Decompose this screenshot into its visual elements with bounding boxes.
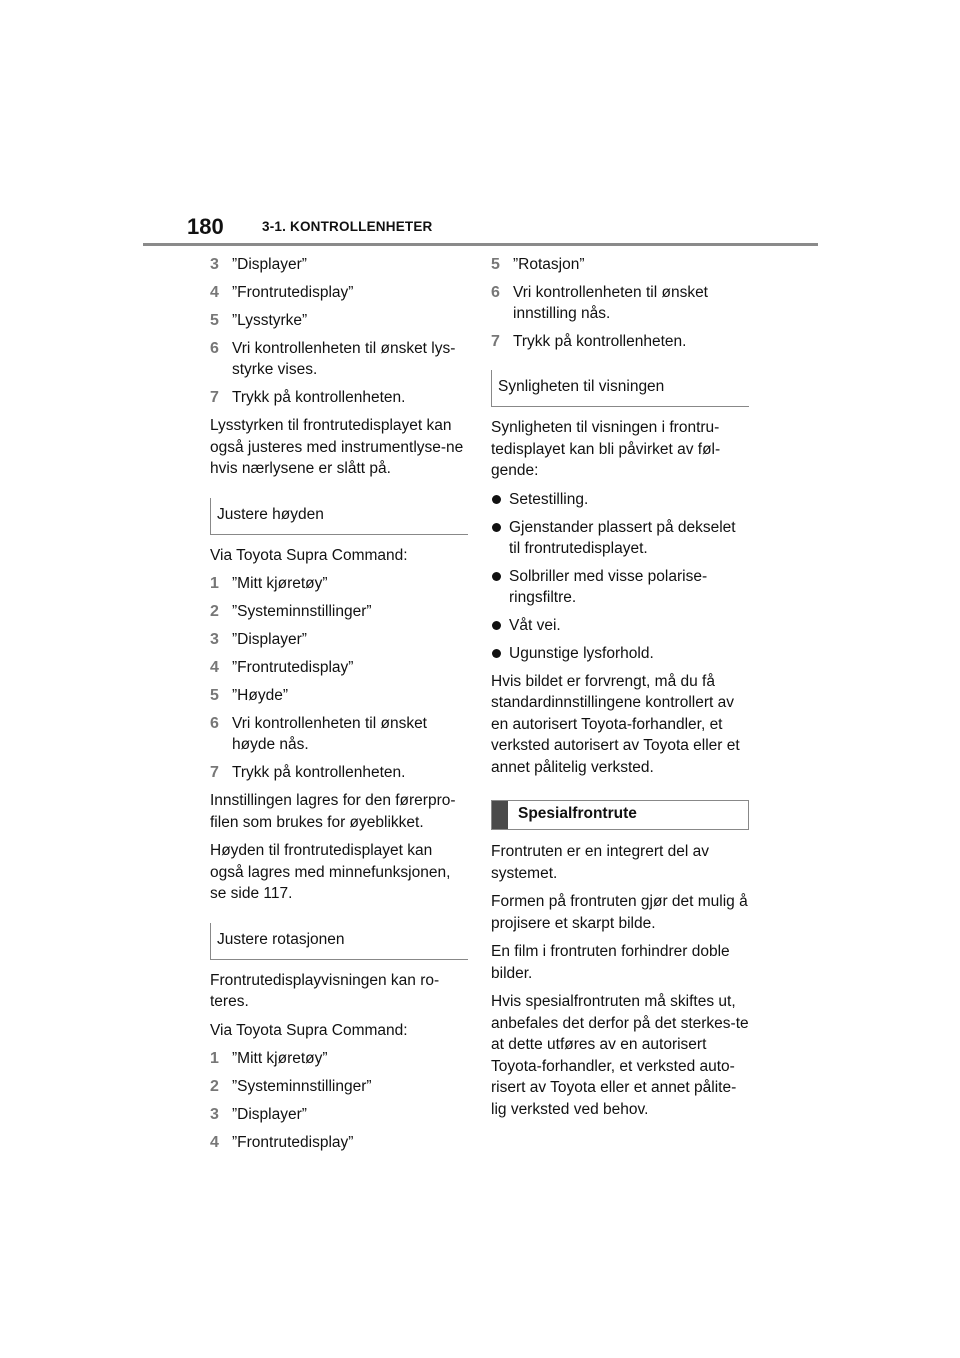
bullet-item — [491, 566, 749, 608]
paragraph: Høyden til frontrutedisplayet kan også lagres med minnefunksjonen, se side 117. — [210, 842, 451, 902]
step-number: 6 — [210, 715, 219, 732]
paragraph: Hvis bildet er forvrengt, må du få standardinnstillingene kontrollert av en autorisert Toyota-forhandler, et verksted autorisert av Toyota eller et annet pålitelig verksted. — [491, 672, 740, 776]
step-item — [210, 1132, 468, 1153]
step-item — [491, 282, 749, 324]
paragraph: En film i frontruten forhindrer doble bilder. — [491, 943, 730, 982]
heading-marker — [492, 801, 508, 829]
bullet-text: Våt vei. — [509, 616, 561, 634]
step-item — [210, 1076, 468, 1097]
step-item — [210, 762, 468, 783]
step-text: Vri kontrollenheten til ønsket høyde nås. — [232, 715, 427, 753]
step-text: Vri kontrollenheten til ønsket innstilling nås. — [513, 284, 708, 322]
step-number: 3 — [210, 631, 219, 648]
step-item — [210, 310, 468, 331]
step-number: 4 — [210, 284, 219, 301]
bullet-text: Solbriller med visse polarise-ringsfiltre. — [509, 567, 708, 606]
section-heading-visibility — [491, 370, 749, 407]
step-text: ”Systeminnstillinger” — [232, 603, 372, 620]
step-text: ”Mitt kjøretøy” — [232, 1050, 328, 1067]
page-number: 180 — [187, 214, 224, 239]
left-column — [210, 254, 468, 1160]
step-number: 2 — [210, 603, 219, 620]
step-number: 5 — [491, 256, 500, 273]
step-number: 4 — [210, 1134, 219, 1151]
chapter-title: 3-1. KONTROLLENHETER — [262, 219, 433, 234]
step-item — [210, 629, 468, 650]
bullet-item — [491, 517, 749, 559]
section-heading-label: Synligheten til visningen — [498, 378, 665, 395]
step-number: 4 — [210, 659, 219, 676]
step-text: Trykk på kontrollenheten. — [513, 333, 687, 350]
step-item — [210, 713, 468, 755]
section-heading-label: Justere høyden — [217, 505, 324, 523]
paragraph: Frontruten er en integrert del av systemet. — [491, 843, 709, 882]
step-text: Vri kontrollenheten til ønsket lys-styrke vises. — [232, 340, 456, 378]
paragraph: Innstillingen lagres for den førerpro-filen som brukes for øyeblikket. — [210, 792, 456, 831]
step-item — [210, 338, 468, 380]
bullet-item — [491, 643, 749, 664]
bullet-item — [491, 615, 749, 636]
step-text: Trykk på kontrollenheten. — [232, 764, 406, 781]
step-text: ”Displayer” — [232, 631, 307, 648]
step-item — [491, 331, 749, 352]
bullet-text: Setestilling. — [509, 490, 589, 508]
step-text: ”Systeminnstillinger” — [232, 1078, 372, 1095]
step-text: ”Mitt kjøretøy” — [232, 575, 328, 592]
bullet-item — [491, 489, 749, 510]
step-item — [210, 254, 468, 275]
paragraph: Via Toyota Supra Command: — [210, 1021, 408, 1039]
bullet-dot-icon — [491, 566, 509, 608]
step-text: ”Frontrutedisplay” — [232, 1134, 354, 1151]
step-text: ”Rotasjon” — [513, 256, 585, 273]
step-item — [210, 657, 468, 678]
step-text: ”Høyde” — [232, 687, 288, 704]
step-number: 3 — [210, 256, 219, 273]
step-number: 2 — [210, 1078, 219, 1095]
step-number: 6 — [210, 340, 219, 357]
step-number: 3 — [210, 1106, 219, 1123]
bullet-text: Gjenstander plassert på dekselet til frontrutedisplayet. — [509, 518, 736, 557]
section-heading-label: Justere rotasjonen — [217, 930, 345, 948]
step-item — [210, 282, 468, 303]
bullet-dot-icon — [491, 615, 509, 636]
step-text: ”Frontrutedisplay” — [232, 659, 354, 676]
step-item — [210, 1104, 468, 1125]
step-item — [210, 387, 468, 408]
step-number: 1 — [210, 575, 219, 592]
step-text: Trykk på kontrollenheten. — [232, 389, 406, 406]
paragraph: Lysstyrken til frontrutedisplayet kan også justeres med instrumentlyse-ne hvis nærlysene er slått på. — [210, 417, 464, 477]
step-number: 1 — [210, 1050, 219, 1067]
bullet-dot-icon — [491, 489, 509, 510]
paragraph: Synligheten til visningen i frontru-tedisplayet kan bli påvirket av føl-gende: — [491, 419, 721, 479]
right-column — [491, 254, 749, 1127]
step-item — [210, 601, 468, 622]
step-item — [210, 573, 468, 594]
paragraph: Formen på frontruten gjør det mulig å projisere et skarpt bilde. — [491, 893, 748, 932]
step-text: ”Lysstyrke” — [232, 312, 308, 329]
section-heading-special-windshield — [491, 800, 749, 830]
bullet-dot-icon — [491, 643, 509, 664]
step-number: 6 — [491, 284, 500, 301]
step-number: 7 — [210, 764, 219, 781]
step-number: 5 — [210, 312, 219, 329]
step-text: ”Frontrutedisplay” — [232, 284, 354, 301]
paragraph: Via Toyota Supra Command: — [210, 546, 408, 564]
step-item — [210, 685, 468, 706]
bullet-dot-icon — [491, 517, 509, 559]
bullet-text: Ugunstige lysforhold. — [509, 644, 654, 662]
section-heading-rotation — [210, 923, 468, 960]
section-heading-height — [210, 498, 468, 535]
header-rule — [143, 243, 818, 246]
step-item — [491, 254, 749, 275]
paragraph: Frontrutedisplayvisningen kan ro-teres. — [210, 971, 440, 1010]
step-text: ”Displayer” — [232, 256, 307, 273]
paragraph: Hvis spesialfrontruten må skiftes ut, anbefales det derfor på det sterkes-te at dette utføres av en autorisert Toyota-forhandler, et verksted auto-risert av Toyota eller et annet pålite-lig verksted ved behov. — [491, 993, 749, 1118]
step-number: 7 — [491, 333, 500, 350]
step-item — [210, 1048, 468, 1069]
section-heading-label: Spesialfrontrute — [518, 805, 637, 822]
step-number: 7 — [210, 389, 219, 406]
step-text: ”Displayer” — [232, 1106, 307, 1123]
step-number: 5 — [210, 687, 219, 704]
